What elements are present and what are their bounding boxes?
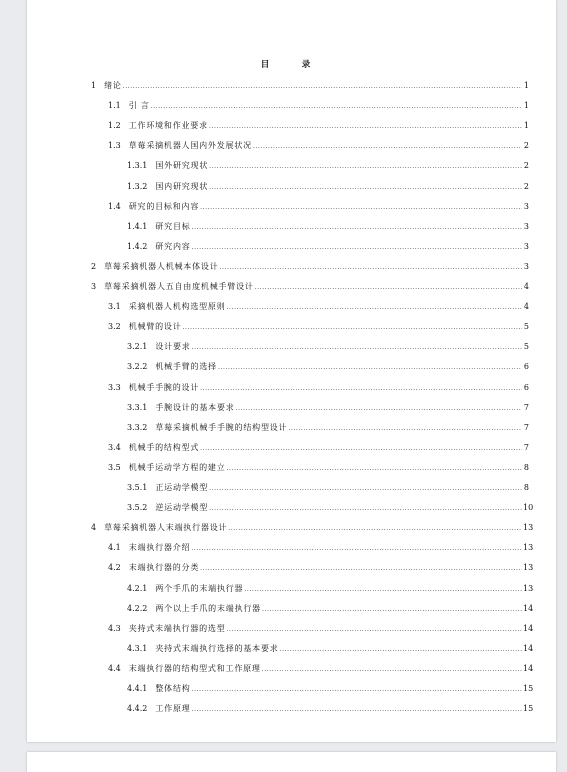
toc-leader-dots <box>262 663 522 675</box>
toc-entry-number: 4.3 <box>108 623 121 633</box>
toc-entry-page: 14 <box>523 603 534 613</box>
toc-entry-page: 6 <box>523 362 529 372</box>
toc-entry[interactable] <box>127 341 529 353</box>
toc-entry-number: 4.4 <box>108 663 121 673</box>
toc-entry-title: 机械手运动学方程的建立 <box>128 462 226 472</box>
toc-entry-title: 机械臂的设计 <box>128 322 182 332</box>
toc-entry-page: 13 <box>523 523 534 533</box>
toc-leader-dots <box>200 562 522 574</box>
toc-entry-number: 1.4 <box>108 201 121 211</box>
toc-entry[interactable] <box>108 623 534 635</box>
toc-leader-dots <box>192 221 522 233</box>
toc-entry[interactable] <box>108 321 529 333</box>
toc-entry-title: 末端执行器的分类 <box>128 563 200 573</box>
toc-leader-dots <box>227 623 522 635</box>
toc-leader-dots <box>218 361 522 373</box>
toc-entry-title: 研究目标 <box>155 221 191 231</box>
toc-entry[interactable] <box>127 221 529 233</box>
toc-entry-number: 3.2.1 <box>127 342 148 352</box>
toc-leader-dots <box>183 321 522 333</box>
toc-entry-page: 14 <box>523 643 534 653</box>
toc-entry-number: 1.3.1 <box>127 161 148 171</box>
toc-leader-dots <box>244 583 522 595</box>
toc-entry-page: 7 <box>523 442 529 452</box>
toc-entry-number: 3.5 <box>108 462 121 472</box>
document-page <box>27 0 556 742</box>
toc-leader-dots <box>200 201 522 213</box>
toc-leader-dots <box>253 140 522 152</box>
toc-leader-dots <box>227 462 522 474</box>
toc-entry[interactable] <box>108 542 534 554</box>
toc-leader-dots <box>192 241 522 253</box>
toc-entry-title: 引 言 <box>128 101 150 111</box>
toc-entry-number: 4.3.1 <box>127 643 148 653</box>
toc-entry-title: 国内研究现状 <box>155 181 209 191</box>
toc-entry[interactable] <box>108 140 529 152</box>
toc-entry-number: 1.1 <box>108 101 121 111</box>
toc-entry-title: 草莓采摘机器人五自由度机械手臂设计 <box>104 282 254 291</box>
toc-entry[interactable] <box>91 281 529 293</box>
toc-entry-title: 夹持式末端执行选择的基本要求 <box>155 643 279 653</box>
toc-entry[interactable] <box>127 402 529 414</box>
toc-entry-title: 国外研究现状 <box>155 161 209 171</box>
toc-entry-page: 1 <box>523 81 529 90</box>
toc-title: 目 录 <box>260 60 323 70</box>
toc-entry-page: 8 <box>523 483 529 492</box>
toc-leader-dots <box>192 683 522 695</box>
toc-entry-number: 4.1 <box>108 543 121 553</box>
toc-leader-dots <box>262 603 522 615</box>
toc-entry-page: 1 <box>523 101 529 111</box>
toc-entry-page: 13 <box>523 583 534 593</box>
toc-entry-number: 3.4 <box>108 442 121 452</box>
toc-entry-title: 夹持式末端执行器的选型 <box>128 623 226 633</box>
toc-entry-number: 3.2 <box>108 322 121 332</box>
toc-entry-title: 工作环境和作业要求 <box>128 121 208 131</box>
toc-entry-page: 7 <box>523 402 529 412</box>
toc-entry-title: 工作原理 <box>155 704 191 714</box>
toc-entry[interactable] <box>108 462 529 474</box>
toc-leader-dots <box>288 422 522 434</box>
toc-entry-number: 4.2.1 <box>127 583 148 593</box>
toc-entry-page: 13 <box>523 543 534 553</box>
toc-leader-dots <box>228 522 522 534</box>
toc-entry[interactable] <box>108 382 529 394</box>
toc-entry-number: 3 <box>91 282 97 291</box>
toc-entry[interactable] <box>108 120 529 132</box>
toc-entry-title: 设计要求 <box>155 342 191 352</box>
toc-entry[interactable] <box>127 683 534 695</box>
toc-entry-title: 机械手手腕的设计 <box>128 382 200 392</box>
toc-entry-number: 3.3.2 <box>127 422 148 432</box>
toc-entry-page: 2 <box>523 161 529 171</box>
toc-entry-number: 4.4.1 <box>127 684 148 693</box>
toc-leader-dots <box>123 80 522 92</box>
toc-entry[interactable] <box>127 502 534 514</box>
toc-entry-title: 手腕设计的基本要求 <box>155 402 235 412</box>
toc-entry-page: 14 <box>523 623 534 633</box>
toc-entry-title: 两个以上手爪的末端执行器 <box>155 603 261 613</box>
toc-entry-page: 7 <box>523 422 529 432</box>
toc-entry-page: 3 <box>523 221 529 231</box>
toc-entry-page: 14 <box>523 663 534 673</box>
toc-leader-dots <box>209 181 522 193</box>
toc-entry[interactable] <box>127 643 534 655</box>
toc-entry-number: 3.3.1 <box>127 402 148 412</box>
toc-entry-page: 4 <box>523 282 529 291</box>
toc-entry-title: 两个手爪的末端执行器 <box>155 583 244 593</box>
toc-leader-dots <box>220 261 523 273</box>
toc-entry-number: 3.5.2 <box>127 503 148 513</box>
toc-entry-page: 4 <box>523 302 529 312</box>
toc-entry[interactable] <box>91 80 529 92</box>
toc-entry-title: 草莓采摘机器人机械本体设计 <box>104 261 219 271</box>
toc-leader-dots <box>280 643 522 655</box>
toc-leader-dots <box>151 100 522 112</box>
toc-entry-title: 采摘机器人机构选型原则 <box>128 302 226 312</box>
toc-entry[interactable] <box>108 663 534 675</box>
toc-entry-number: 1.4.2 <box>127 241 148 251</box>
toc-entry-number: 4.2.2 <box>127 603 148 613</box>
toc-entry[interactable] <box>127 181 529 193</box>
toc-entry-page: 13 <box>523 563 534 573</box>
toc-entry[interactable] <box>108 201 529 213</box>
toc-entry[interactable] <box>91 522 534 534</box>
toc-leader-dots <box>191 542 522 554</box>
toc-entry-title: 末端执行器的结构型式和工作原理 <box>128 663 261 673</box>
toc-entry[interactable] <box>127 703 534 715</box>
toc-entry-page: 10 <box>523 503 534 513</box>
toc-entry-page: 15 <box>523 684 534 693</box>
toc-leader-dots <box>192 341 522 353</box>
toc-entry-number: 3.1 <box>108 302 121 312</box>
toc-entry[interactable] <box>127 583 534 595</box>
toc-entry[interactable] <box>108 100 529 112</box>
toc-entry[interactable] <box>127 603 534 615</box>
toc-leader-dots <box>255 281 522 293</box>
toc-entry-number: 2 <box>91 261 97 271</box>
toc-entry-number: 1.3.2 <box>127 181 148 191</box>
toc-entry-title: 研究的目标和内容 <box>128 201 200 211</box>
toc-entry-number: 4.4.2 <box>127 704 148 714</box>
toc-entry[interactable] <box>127 482 529 494</box>
toc-leader-dots <box>227 301 522 313</box>
toc-leader-dots <box>200 442 522 454</box>
toc-entry[interactable] <box>127 241 529 253</box>
toc-entry-page: 3 <box>523 201 529 211</box>
toc-leader-dots <box>236 402 522 414</box>
toc-entry-number: 1.3 <box>108 141 121 151</box>
toc-entry[interactable] <box>108 562 534 574</box>
toc-entry-number: 1.2 <box>108 121 121 131</box>
toc-entry-title: 草莓采摘机器人末端执行器设计 <box>104 523 228 533</box>
toc-entry-page: 8 <box>523 462 529 472</box>
toc-entry[interactable] <box>127 422 529 434</box>
toc-leader-dots <box>209 502 522 514</box>
toc-entry-number: 3.3 <box>108 382 121 392</box>
toc-leader-dots <box>209 120 522 132</box>
next-page-edge <box>27 752 556 772</box>
toc-entry-title: 逆运动学模型 <box>155 503 209 513</box>
toc-leader-dots <box>209 160 522 172</box>
toc-entry-title: 机械手的结构型式 <box>128 442 200 452</box>
toc-entry-title: 机械手臂的选择 <box>155 362 217 372</box>
toc-entry-number: 4.2 <box>108 563 121 573</box>
toc-entry-number: 4 <box>91 523 97 533</box>
toc-entry-title: 草莓采摘机械手手腕的结构型设计 <box>155 422 288 432</box>
toc-entry-number: 3.2.2 <box>127 362 148 372</box>
toc-entry[interactable] <box>108 442 529 454</box>
toc-entry-page: 3 <box>523 261 529 271</box>
toc-entry-page: 5 <box>523 322 529 332</box>
toc-entry-page: 2 <box>523 181 529 191</box>
toc-entry[interactable] <box>108 301 529 313</box>
toc-entry-page: 1 <box>523 121 529 131</box>
toc-entry-title: 草莓采摘机器人国内外发展状况 <box>128 141 252 151</box>
toc-entry-page: 15 <box>523 704 534 714</box>
toc-entry-title: 整体结构 <box>155 684 191 693</box>
toc-entry-number: 3.5.1 <box>127 483 148 492</box>
toc-entry-title: 研究内容 <box>155 241 191 251</box>
toc-entry-title: 正运动学模型 <box>155 483 209 492</box>
toc-leader-dots <box>192 703 522 715</box>
toc-entry-page: 6 <box>523 382 529 392</box>
toc-entry[interactable] <box>91 261 529 273</box>
toc-entry-number: 1 <box>91 81 97 90</box>
toc-entry-title: 绪论 <box>104 81 122 90</box>
toc-leader-dots <box>209 482 522 494</box>
toc-entry[interactable] <box>127 160 529 172</box>
toc-entry[interactable] <box>127 361 529 373</box>
toc-entry-number: 1.4.1 <box>127 221 148 231</box>
toc-entry-page: 3 <box>523 241 529 251</box>
toc-entry-page: 5 <box>523 342 529 352</box>
toc-leader-dots <box>200 382 522 394</box>
toc-entry-page: 2 <box>523 141 529 151</box>
toc-entry-title: 末端执行器介绍 <box>128 543 191 553</box>
